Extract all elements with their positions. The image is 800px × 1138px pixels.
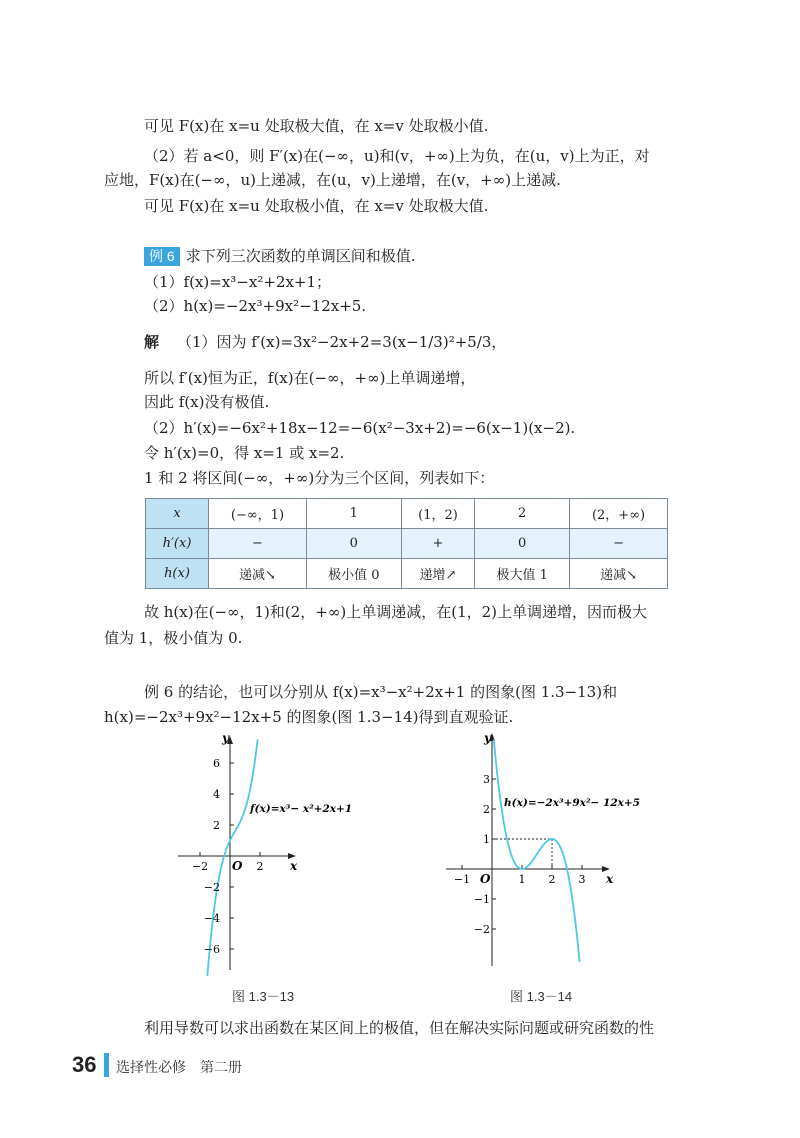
table-cell: (2，+∞)	[570, 499, 668, 529]
y-tick-label: 1	[483, 833, 490, 846]
y-tick-label: −6	[203, 943, 220, 956]
table-cell: +	[401, 529, 475, 559]
figure-caption-14: 图 1.3－14	[510, 989, 573, 1004]
table-cell: h(x)	[146, 559, 209, 589]
remark-line-2: h(x)=−2x³+9x²−12x+5 的图象(图 1.3−14)得到直观验证.	[104, 708, 514, 726]
page-number: 36	[72, 1052, 97, 1077]
table-row	[146, 529, 668, 559]
h-curve	[494, 740, 580, 962]
footer-accent-bar	[104, 1053, 109, 1077]
x-tick-label: 1	[518, 873, 526, 886]
table-cell: −	[570, 529, 668, 559]
table-cell: 递增↗	[401, 559, 475, 589]
h-formula: h(x)=−2x³+9x²− 12x+5	[504, 797, 640, 809]
solution-line-1	[144, 332, 506, 352]
x-tick-label: 3	[578, 873, 586, 886]
table-cell: 0	[306, 529, 401, 559]
x-tick-label: 2	[548, 873, 556, 886]
origin-label: O	[232, 859, 243, 873]
y-tick-label: 2	[483, 803, 490, 816]
y-tick-label: −1	[473, 893, 490, 906]
f-curve	[207, 739, 257, 976]
example-title: 求下列三次函数的单调区间和极值.	[185, 247, 416, 265]
y-label: y	[222, 731, 229, 745]
para-line-3: 应地，F(x)在(−∞，u)上递减，在(u，v)上递增，在(v，+∞)上递减.	[104, 171, 561, 189]
x-label: x	[290, 859, 298, 873]
table-cell: 2	[475, 499, 570, 529]
solution-text-1: （1）因为 f′(x)=3x²−2x+2=3(x−1/3)²+5/3，	[177, 333, 507, 351]
table-cell: (−∞，1)	[209, 499, 307, 529]
last-line: 利用导数可以求出函数在某区间上的极值，但在解决实际问题或研究函数的性	[144, 1019, 655, 1037]
y-tick-label: −4	[203, 912, 220, 925]
figure-h-graph	[446, 728, 646, 978]
variation-table	[145, 498, 668, 589]
y-tick-label: 3	[483, 773, 490, 786]
x-label: x	[606, 872, 614, 886]
y-tick-label: 4	[213, 788, 220, 801]
para-line-4: 可见 F(x)在 x=u 处取极小值，在 x=v 处取极大值.	[144, 197, 489, 215]
table-cell: 1	[306, 499, 401, 529]
f-formula: f(x)=x³− x²+2x+1	[250, 803, 353, 815]
y-tick-label: 2	[213, 819, 220, 832]
solution-label: 解	[144, 333, 160, 351]
table-cell: 极小值 0	[306, 559, 401, 589]
example-heading	[144, 246, 415, 266]
y-tick-label: −2	[203, 881, 220, 894]
conclusion-line-1: 故 h(x)在(−∞，1)和(2，+∞)上单调递减，在(1，2)上单调递增，因而极大	[144, 603, 648, 621]
table-cell: x	[146, 499, 209, 529]
table-cell: (1，2)	[401, 499, 475, 529]
table-cell: 极大值 1	[475, 559, 570, 589]
solution-line-3: 因此 f(x)没有极值.	[144, 393, 270, 411]
y-label: y	[484, 731, 491, 745]
figure-f-graph	[168, 730, 353, 978]
table-cell: 递减↘	[570, 559, 668, 589]
problem-2: （2）h(x)=−2x³+9x²−12x+5.	[144, 297, 367, 315]
solution-line-6: 1 和 2 将区间(−∞，+∞)分为三个区间，列表如下：	[144, 469, 495, 487]
origin-label: O	[480, 872, 491, 886]
table-row	[146, 559, 668, 589]
para-line-1: 可见 F(x)在 x=u 处取极大值，在 x=v 处取极小值.	[144, 117, 489, 135]
table-cell: −	[209, 529, 307, 559]
table-row	[146, 499, 668, 529]
y-tick-label: −2	[473, 923, 490, 936]
table-cell: h′(x)	[146, 529, 209, 559]
remark-line-1: 例 6 的结论，也可以分别从 f(x)=x³−x²+2x+1 的图象(图 1.3−13)和	[144, 683, 618, 701]
conclusion-line-2: 值为 1，极小值为 0.	[104, 629, 243, 647]
solution-line-4: （2）h′(x)=−6x²+18x−12=−6(x²−3x+2)=−6(x−1)(x−2).	[144, 419, 576, 437]
solution-line-5: 令 h′(x)=0，得 x=1 或 x=2.	[144, 444, 345, 462]
x-tick-label: 2	[256, 860, 264, 873]
table-cell: 递减↘	[209, 559, 307, 589]
para-line-2: （2）若 a<0，则 F′(x)在(−∞，u)和(v，+∞)上为负，在(u，v)上为正，对	[144, 147, 650, 165]
x-tick-label: −2	[191, 860, 209, 873]
solution-line-2: 所以 f′(x)恒为正，f(x)在(−∞，+∞)上单调递增，	[144, 369, 476, 387]
y-tick-label: 6	[213, 757, 220, 770]
table-cell: 0	[475, 529, 570, 559]
example-tag: 例 6	[144, 247, 180, 266]
book-title: 选择性必修 第二册	[116, 1059, 242, 1075]
x-tick-label: −1	[453, 873, 471, 886]
figure-caption-13: 图 1.3－13	[232, 989, 295, 1004]
problem-1: （1）f(x)=x³−x²+2x+1；	[144, 273, 332, 291]
